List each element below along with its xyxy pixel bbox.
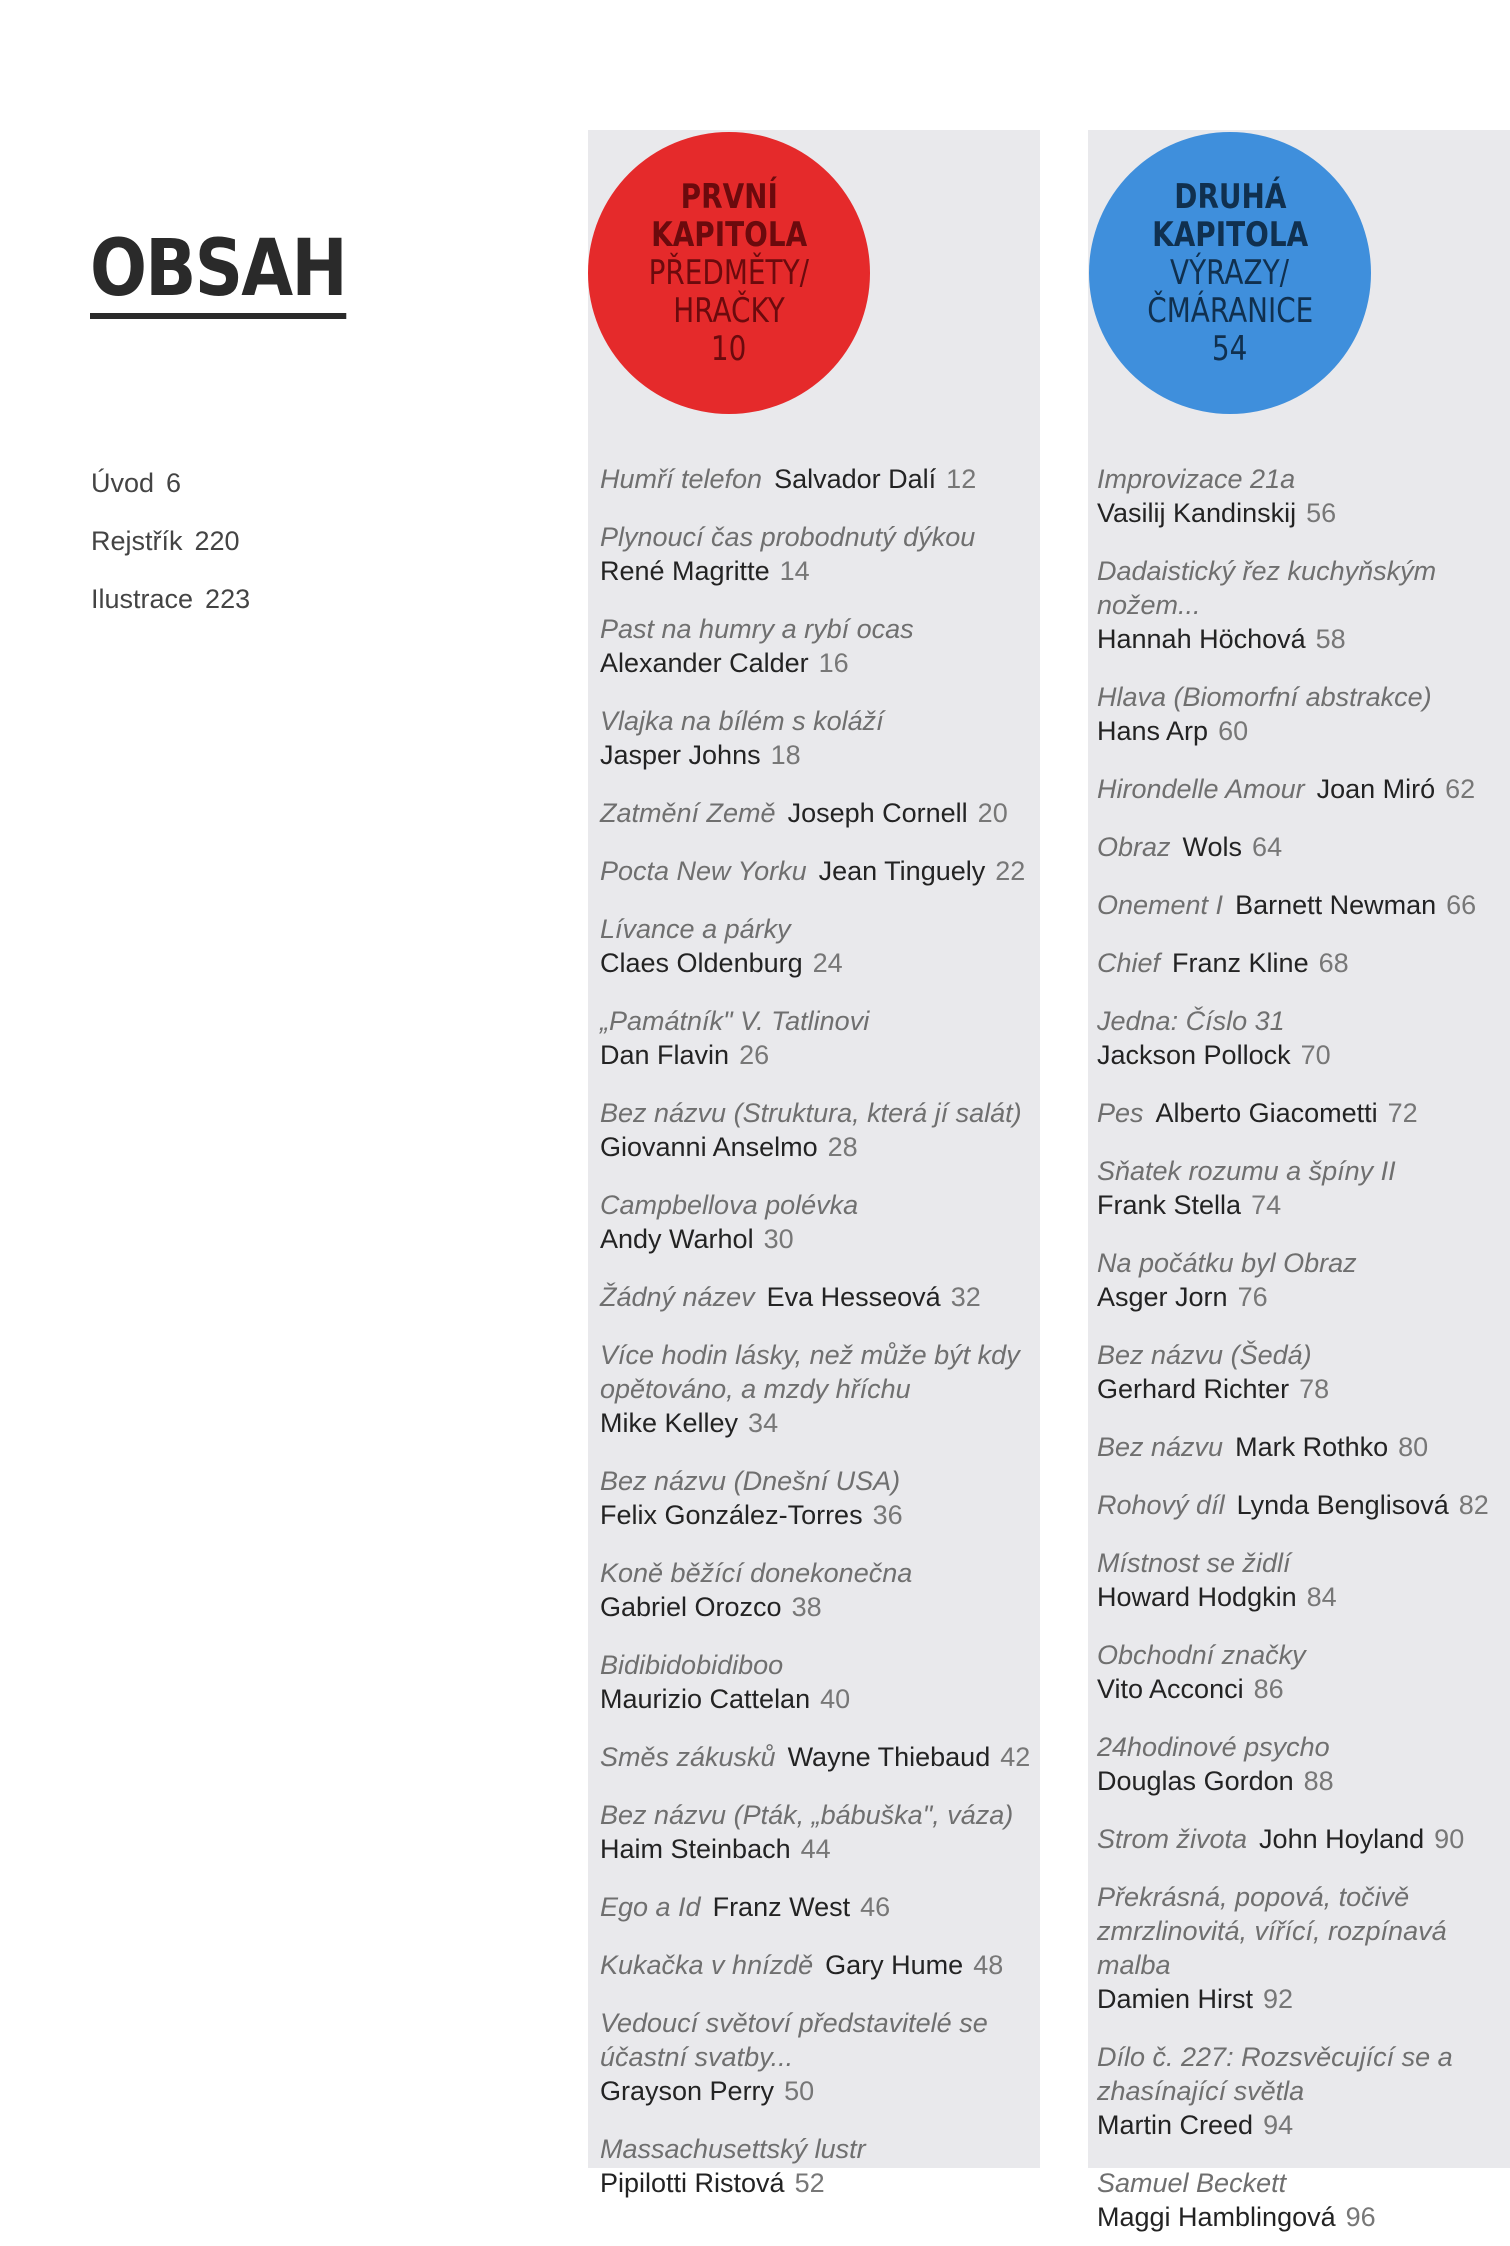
chapter-ordinal: PRVNÍ <box>680 177 778 217</box>
work-title: Bez názvu (Struktura, která jí salát) <box>600 1098 1022 1128</box>
work-title: Sňatek rozumu a špíny II <box>1097 1156 1396 1186</box>
page-number: 28 <box>827 1132 858 1162</box>
toc-entry[interactable] <box>1097 1638 1507 1706</box>
artist-name: Dan Flavin <box>600 1040 730 1070</box>
artist-name: Joseph Cornell <box>787 798 968 828</box>
chapter-1-badge[interactable] <box>588 132 870 414</box>
toc-entry[interactable] <box>600 1188 1040 1256</box>
work-title: Pes <box>1097 1098 1144 1128</box>
toc-entry[interactable] <box>1097 1154 1507 1222</box>
artist-name: Gary Hume <box>825 1950 964 1980</box>
work-title: Samuel Beckett <box>1097 2168 1287 2198</box>
artist-name: Asger Jorn <box>1097 1282 1228 1312</box>
page-number: 50 <box>784 2076 815 2106</box>
toc-entry[interactable] <box>600 796 1040 830</box>
artist-name: Alexander Calder <box>600 648 809 678</box>
front-item-label: Ilustrace <box>91 584 194 614</box>
front-item-label: Úvod <box>91 468 155 498</box>
toc-entry[interactable] <box>1097 1004 1507 1072</box>
artist-name: Claes Oldenburg <box>600 948 803 978</box>
work-title: Místnost se židlí <box>1097 1548 1291 1578</box>
work-title: Hirondelle Amour <box>1097 774 1305 804</box>
work-title: Dadaistický řez kuchyňským nožem... <box>1097 556 1437 620</box>
page-number: 90 <box>1434 1824 1465 1854</box>
work-title: Bez názvu (Pták, „bábuška", váza) <box>600 1800 1014 1830</box>
toc-entry[interactable] <box>600 854 1040 888</box>
work-title: Campbellova polévka <box>600 1190 859 1220</box>
work-title: Kukačka v hnízdě <box>600 1950 814 1980</box>
work-title: Vlajka na bílém s koláží <box>600 706 884 736</box>
artist-name: Maurizio Cattelan <box>600 1684 811 1714</box>
artist-name: Jean Tinguely <box>818 856 986 886</box>
front-item-ilustrace[interactable] <box>91 582 250 640</box>
artist-name: Barnett Newman <box>1235 890 1437 920</box>
toc-entry[interactable] <box>600 1740 1040 1774</box>
chapter-page: 54 <box>1212 329 1248 369</box>
work-title: „Památník" V. Tatlinovi <box>600 1006 870 1036</box>
toc-entry[interactable] <box>600 612 1040 680</box>
page-number: 46 <box>860 1892 891 1922</box>
page-number: 18 <box>770 740 801 770</box>
artist-name: Douglas Gordon <box>1097 1766 1294 1796</box>
artist-name: Joan Miró <box>1316 774 1436 804</box>
chapter-word: KAPITOLA <box>1151 215 1309 255</box>
front-item-page: 6 <box>166 468 182 498</box>
artist-name: Lynda Benglisová <box>1236 1490 1449 1520</box>
page-number: 38 <box>791 1592 822 1622</box>
toc-entry[interactable] <box>600 704 1040 772</box>
toc-entry[interactable] <box>600 912 1040 980</box>
artist-name: Pipilotti Ristová <box>600 2168 785 2198</box>
toc-entry[interactable] <box>600 1798 1040 1866</box>
toc-entry[interactable] <box>600 1338 1040 1440</box>
chapter-word: KAPITOLA <box>650 215 808 255</box>
artist-name: Vito Acconci <box>1097 1674 1244 1704</box>
page-number: 64 <box>1252 832 1283 862</box>
work-title: Bez názvu (Dnešní USA) <box>600 1466 901 1496</box>
page-number: 32 <box>950 1282 981 1312</box>
front-item-label: Rejstřík <box>91 526 183 556</box>
page-number: 86 <box>1253 1674 1284 1704</box>
toc-entry[interactable] <box>1097 1822 1507 1856</box>
page-number: 56 <box>1306 498 1337 528</box>
page-number: 76 <box>1237 1282 1268 1312</box>
work-title: Vedoucí světoví představitelé se účastní svatby... <box>600 2008 988 2072</box>
toc-entry[interactable] <box>1097 2040 1507 2142</box>
work-title: Past na humry a rybí ocas <box>600 614 914 644</box>
page-number: 84 <box>1306 1582 1337 1612</box>
artist-name: Giovanni Anselmo <box>600 1132 818 1162</box>
page-title: OBSAH <box>90 225 346 319</box>
work-title: Humří telefon <box>600 464 763 494</box>
toc-entry[interactable] <box>600 1890 1040 1924</box>
page-number: 48 <box>973 1950 1004 1980</box>
page-number: 22 <box>995 856 1026 886</box>
front-item-rejstrik[interactable] <box>91 524 250 582</box>
toc-entry[interactable] <box>1097 680 1507 748</box>
artist-name: Gerhard Richter <box>1097 1374 1290 1404</box>
chapter-title-line: VÝRAZY/ <box>1170 253 1290 293</box>
toc-entry[interactable] <box>1097 462 1507 530</box>
artist-name: Gabriel Orozco <box>600 1592 782 1622</box>
work-title: Bez názvu <box>1097 1432 1224 1462</box>
page-number: 78 <box>1299 1374 1330 1404</box>
work-title: Obchodní značky <box>1097 1640 1306 1670</box>
artist-name: Frank Stella <box>1097 1190 1242 1220</box>
page-number: 72 <box>1387 1098 1418 1128</box>
toc-entry[interactable] <box>600 1648 1040 1716</box>
page-number: 34 <box>748 1408 779 1438</box>
toc-entry[interactable] <box>600 520 1040 588</box>
work-title: Obraz <box>1097 832 1171 862</box>
toc-entry[interactable] <box>600 1004 1040 1072</box>
front-item-page: 220 <box>194 526 240 556</box>
toc-entry[interactable] <box>1097 1246 1507 1314</box>
work-title: Plynoucí čas probodnutý dýkou <box>600 522 976 552</box>
artist-name: Mike Kelley <box>600 1408 739 1438</box>
artist-name: Andy Warhol <box>600 1224 754 1254</box>
page-number: 70 <box>1300 1040 1331 1070</box>
page-number: 40 <box>820 1684 851 1714</box>
page-number: 36 <box>872 1500 903 1530</box>
artist-name: Vasilij Kandinskij <box>1097 498 1297 528</box>
work-title: Bidibidobidiboo <box>600 1650 784 1680</box>
page-number: 44 <box>800 1834 831 1864</box>
page-number: 80 <box>1398 1432 1429 1462</box>
work-title: Chief <box>1097 948 1161 978</box>
toc-entry[interactable] <box>1097 1546 1507 1614</box>
work-title: Koně běžící donekonečna <box>600 1558 913 1588</box>
chapter-ordinal: DRUHÁ <box>1173 177 1287 217</box>
work-title: Jedna: Číslo 31 <box>1097 1006 1285 1036</box>
chapter-2-entries <box>1097 462 1507 2246</box>
chapter-1-entries <box>600 462 1040 2224</box>
page-number: 26 <box>739 1040 770 1070</box>
page-number: 88 <box>1303 1766 1334 1796</box>
toc-entry[interactable] <box>600 1280 1040 1314</box>
work-title: Onement I <box>1097 890 1224 920</box>
toc-entry[interactable] <box>600 2006 1040 2108</box>
artist-name: Hans Arp <box>1097 716 1209 746</box>
artist-name: Howard Hodgkin <box>1097 1582 1297 1612</box>
work-title: Pocta New Yorku <box>600 856 807 886</box>
artist-name: Martin Creed <box>1097 2110 1254 2140</box>
chapter-title-line: ČMÁRANICE <box>1146 291 1314 331</box>
toc-entry[interactable] <box>600 1096 1040 1164</box>
toc-entry[interactable] <box>1097 554 1507 656</box>
front-matter-list <box>91 466 250 640</box>
page-number: 24 <box>812 948 843 978</box>
page-number: 12 <box>946 464 977 494</box>
front-item-page: 223 <box>205 584 251 614</box>
artist-name: Franz Kline <box>1172 948 1309 978</box>
page-number: 52 <box>794 2168 825 2198</box>
page-number: 96 <box>1345 2202 1376 2232</box>
artist-name: Franz West <box>712 1892 851 1922</box>
page-number: 74 <box>1251 1190 1282 1220</box>
page-number: 62 <box>1445 774 1476 804</box>
page-number: 92 <box>1263 1984 1294 2014</box>
toc-entry[interactable] <box>1097 2166 1507 2234</box>
work-title: Dílo č. 227: Rozsvěcující se a zhasínající světla <box>1097 2042 1453 2106</box>
artist-name: Grayson Perry <box>600 2076 775 2106</box>
page-number: 66 <box>1446 890 1477 920</box>
artist-name: Wols <box>1182 832 1243 862</box>
toc-entry[interactable] <box>600 1948 1040 1982</box>
chapter-2-badge[interactable] <box>1089 132 1371 414</box>
artist-name: Salvador Dalí <box>774 464 937 494</box>
artist-name: Jasper Johns <box>600 740 761 770</box>
work-title: Na počátku byl Obraz <box>1097 1248 1357 1278</box>
artist-name: René Magritte <box>600 556 770 586</box>
toc-entry[interactable] <box>1097 1430 1507 1464</box>
work-title: Hlava (Biomorfní abstrakce) <box>1097 682 1432 712</box>
toc-entry[interactable] <box>1097 1880 1507 2016</box>
chapter-page: 10 <box>711 329 747 369</box>
page-number: 16 <box>818 648 849 678</box>
work-title: Rohový díl <box>1097 1490 1225 1520</box>
toc-entry[interactable] <box>600 1556 1040 1624</box>
artist-name: Maggi Hamblingová <box>1097 2202 1336 2232</box>
page-number: 14 <box>779 556 810 586</box>
toc-entry[interactable] <box>1097 772 1507 806</box>
page-number: 30 <box>763 1224 794 1254</box>
page-number: 58 <box>1315 624 1346 654</box>
front-item-uvod[interactable] <box>91 466 250 524</box>
artist-name: Alberto Giacometti <box>1155 1098 1378 1128</box>
page-number: 82 <box>1458 1490 1489 1520</box>
chapter-title-line: PŘEDMĚTY/ <box>648 253 810 293</box>
chapter-title-line: HRAČKY <box>673 291 785 331</box>
toc-entry[interactable] <box>1097 1096 1507 1130</box>
artist-name: John Hoyland <box>1259 1824 1425 1854</box>
work-title: Více hodin lásky, než může být kdy opětováno, a mzdy hříchu <box>600 1340 1020 1404</box>
artist-name: Felix González-Torres <box>600 1500 863 1530</box>
artist-name: Eva Hesseová <box>766 1282 941 1312</box>
work-title: 24hodinové psycho <box>1097 1732 1330 1762</box>
page-number: 68 <box>1318 948 1349 978</box>
toc-entry[interactable] <box>1097 946 1507 980</box>
work-title: Překrásná, popová, točivě zmrzlinovitá, vířící, rozpínavá malba <box>1097 1882 1447 1980</box>
artist-name: Damien Hirst <box>1097 1984 1254 2014</box>
artist-name: Haim Steinbach <box>600 1834 791 1864</box>
toc-entry[interactable] <box>600 2132 1040 2200</box>
work-title: Strom života <box>1097 1824 1248 1854</box>
toc-entry[interactable] <box>1097 830 1507 864</box>
artist-name: Mark Rothko <box>1235 1432 1389 1462</box>
toc-entry[interactable] <box>600 462 1040 496</box>
work-title: Massachusettský lustr <box>600 2134 866 2164</box>
page-number: 60 <box>1218 716 1249 746</box>
artist-name: Wayne Thiebaud <box>787 1742 991 1772</box>
page-number: 94 <box>1263 2110 1294 2140</box>
page-number: 20 <box>977 798 1008 828</box>
toc-entry[interactable] <box>600 1464 1040 1532</box>
work-title: Ego a Id <box>600 1892 701 1922</box>
artist-name: Jackson Pollock <box>1097 1040 1291 1070</box>
artist-name: Hannah Höchová <box>1097 624 1306 654</box>
toc-entry[interactable] <box>1097 1338 1507 1406</box>
page-number: 42 <box>1000 1742 1031 1772</box>
work-title: Zatmění Země <box>600 798 776 828</box>
work-title: Směs zákusků <box>600 1742 776 1772</box>
work-title: Žádný název <box>600 1282 755 1312</box>
toc-entry[interactable] <box>1097 888 1507 922</box>
toc-entry[interactable] <box>1097 1488 1507 1522</box>
work-title: Improvizace 21a <box>1097 464 1296 494</box>
toc-entry[interactable] <box>1097 1730 1507 1798</box>
work-title: Lívance a párky <box>600 914 791 944</box>
work-title: Bez názvu (Šedá) <box>1097 1340 1312 1370</box>
